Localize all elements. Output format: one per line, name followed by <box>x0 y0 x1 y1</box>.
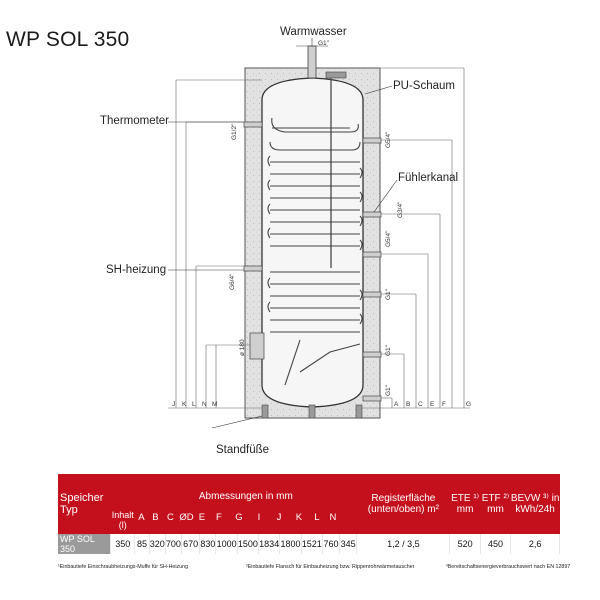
r2-mark: G3/4" <box>397 201 404 218</box>
pu-schaum-label: PU-Schaum <box>393 80 455 92</box>
r3-mark: G5/4" <box>385 230 392 247</box>
cell-c: 700 <box>165 534 181 554</box>
hot-water-pipe <box>308 46 316 78</box>
cell-d: 670 <box>182 534 200 554</box>
header-col-a: A <box>138 512 145 523</box>
header-etf: ETF ²⁾ mm <box>481 493 510 515</box>
header-speicher-typ: Speicher Typ <box>60 492 104 516</box>
cell-k: 1521 <box>301 534 322 554</box>
page-title: WP SOL 350 <box>6 28 130 51</box>
dim-letter-e: E <box>430 401 435 408</box>
cell-n: 345 <box>340 534 357 554</box>
footnote-1: ¹Einbautiefe Einschraubheizungs-Muffe für SH-Heizung <box>58 564 189 570</box>
cell-inhalt: 350 <box>111 534 135 554</box>
anode <box>326 72 346 78</box>
standfuesse-label: Standfüße <box>216 444 270 456</box>
dim-letter-n: N <box>202 401 207 408</box>
tank-body <box>262 78 363 407</box>
thermo-thread-mark: G1/2" <box>231 123 238 140</box>
cell-e: 830 <box>200 534 216 554</box>
dim-letter-f: F <box>442 401 446 408</box>
spec-table <box>58 474 560 554</box>
dim-letter-l: L <box>192 401 196 408</box>
cell-etf: 450 <box>480 534 510 554</box>
header-abmessungen: Abmessungen in mm <box>198 491 293 502</box>
r5-mark: G1" <box>385 345 392 356</box>
table-header-row <box>58 474 560 534</box>
cell-bevw: 2,6 <box>511 534 560 554</box>
header-col-f: F <box>216 512 222 523</box>
header-registerflaeche: Registerfläche (unten/oben) m² <box>367 493 439 515</box>
header-bevw: BEVW ³⁾ in kWh/24h <box>510 493 560 515</box>
cell-a: 85 <box>135 534 149 554</box>
header-col-k: K <box>295 512 303 523</box>
top-thread-mark: G1" <box>318 40 329 47</box>
header-col-l: L <box>314 512 320 523</box>
footnote-3: ³Bereitschaftsenergieverbrauchswert nach EN 12897 <box>446 564 571 570</box>
sh-heizung-label: SH-heizung <box>106 264 167 276</box>
fuehlerkanal-label: Fühlerkanal <box>398 172 459 184</box>
header-col-d: ØD <box>179 512 194 523</box>
header-col-j: J <box>276 512 282 523</box>
cell-i: 1834 <box>259 534 280 554</box>
header-col-g: G <box>235 512 243 523</box>
dim-letter-b: B <box>406 401 411 408</box>
cell-f: 1000 <box>216 534 237 554</box>
dim-letter-a: A <box>394 401 399 408</box>
cell-ete: 520 <box>450 534 480 554</box>
sh-thread-mark: G6/4" <box>229 273 236 290</box>
cell-registerflaeche: 1,2 / 3,5 <box>357 534 450 554</box>
header-abmessungen-group <box>135 474 357 534</box>
dim-letter-k: K <box>182 401 187 408</box>
header-col-i: I <box>257 512 261 523</box>
dim-letter-j: J <box>172 401 176 408</box>
thermometer-label: Thermometer <box>100 115 170 127</box>
warmwasser-label: Warmwasser <box>280 26 347 38</box>
footnote-2: ²Einbautiefe Flansch für Einbauheizung bzw. Rippenrohrwärmetauscher <box>246 564 415 570</box>
dim-letter-g: G <box>466 401 472 408</box>
flange-mark: ø 180 <box>239 339 246 356</box>
header-col-c: C <box>167 512 174 523</box>
r6-mark: G1" <box>385 385 392 396</box>
header-col-e: E <box>198 512 206 523</box>
table-row <box>58 534 560 554</box>
r1-mark: G5/4" <box>385 131 392 148</box>
dim-letter-c: C <box>418 401 423 408</box>
cell-model: WP SOL 350 <box>58 534 111 554</box>
header-dim-cols <box>135 512 357 523</box>
cell-l: 760 <box>322 534 339 554</box>
r4-mark: G1" <box>385 289 392 300</box>
cell-g: 1500 <box>237 534 258 554</box>
header-col-b: B <box>152 512 159 523</box>
dim-letter-m: M <box>212 401 218 408</box>
header-col-n: N <box>329 512 337 523</box>
header-ete: ETE ¹⁾ mm <box>451 493 480 515</box>
cell-j: 1800 <box>280 534 301 554</box>
cell-b: 320 <box>149 534 165 554</box>
header-inhalt: Inhalt (l) <box>111 510 134 530</box>
